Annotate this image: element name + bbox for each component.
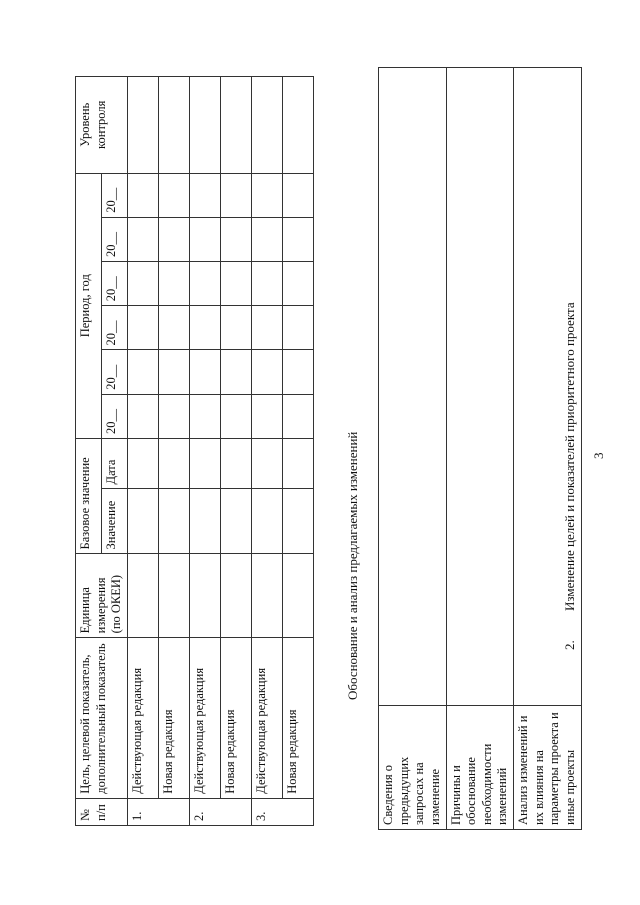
row-edition: Действующая редакция bbox=[127, 638, 158, 798]
justification-label: Сведения о предыдущих запросах на изменение bbox=[379, 706, 447, 830]
cell-year bbox=[189, 262, 220, 306]
header-unit: Единица измерения (по ОКЕИ) bbox=[76, 554, 128, 638]
cell-base-value bbox=[158, 489, 189, 554]
cell-year bbox=[251, 217, 282, 261]
cell-base-value bbox=[220, 489, 251, 554]
table-row bbox=[446, 68, 514, 830]
cell-year bbox=[282, 306, 313, 350]
row-edition: Новая редакция bbox=[158, 638, 189, 798]
cell-year bbox=[220, 394, 251, 438]
cell-year bbox=[127, 217, 158, 261]
cell-year bbox=[127, 394, 158, 438]
table-row bbox=[127, 77, 158, 826]
justification-value bbox=[446, 68, 514, 706]
cell-year bbox=[220, 217, 251, 261]
table-row bbox=[379, 68, 447, 830]
cell-year bbox=[158, 394, 189, 438]
header-year-5: 20__ bbox=[101, 217, 127, 261]
cell-control bbox=[127, 77, 158, 174]
cell-base-value bbox=[251, 489, 282, 554]
row-number: 3. bbox=[251, 798, 313, 825]
header-year-2: 20__ bbox=[101, 350, 127, 394]
row-number: 1. bbox=[127, 798, 189, 825]
row-edition: Действующая редакция bbox=[251, 638, 282, 798]
cell-base-date bbox=[158, 438, 189, 489]
header-num: № п/п bbox=[76, 798, 128, 825]
cell-control bbox=[189, 77, 220, 174]
justification-value bbox=[514, 68, 582, 706]
cell-base-date bbox=[127, 438, 158, 489]
cell-year bbox=[282, 350, 313, 394]
header-base: Базовое значение bbox=[76, 438, 102, 554]
cell-year bbox=[251, 350, 282, 394]
justification-value bbox=[379, 68, 447, 706]
cell-year bbox=[127, 173, 158, 217]
cell-year bbox=[189, 173, 220, 217]
cell-unit bbox=[251, 554, 282, 638]
header-year-4: 20__ bbox=[101, 262, 127, 306]
cell-base-date bbox=[282, 438, 313, 489]
header-year-1: 20__ bbox=[101, 394, 127, 438]
cell-year bbox=[158, 173, 189, 217]
cell-control bbox=[282, 77, 313, 174]
cell-unit bbox=[158, 554, 189, 638]
page-number: 3 bbox=[591, 452, 606, 459]
header-period: Период, год bbox=[76, 173, 102, 438]
cell-base-value bbox=[282, 489, 313, 554]
cell-year bbox=[158, 217, 189, 261]
cell-year bbox=[282, 262, 313, 306]
table-row bbox=[251, 77, 282, 826]
justification-table bbox=[378, 67, 582, 830]
cell-unit bbox=[127, 554, 158, 638]
header-base-value: Значение bbox=[101, 489, 127, 554]
cell-base-value bbox=[189, 489, 220, 554]
cell-year bbox=[189, 217, 220, 261]
goals-header-row-1 bbox=[76, 77, 102, 826]
row-number: 2. bbox=[189, 798, 251, 825]
header-year-3: 20__ bbox=[101, 306, 127, 350]
cell-year bbox=[220, 350, 251, 394]
cell-year bbox=[189, 350, 220, 394]
cell-year bbox=[189, 306, 220, 350]
cell-year bbox=[251, 306, 282, 350]
section-2-heading: Обоснование и анализ предлагаемых изменений bbox=[345, 431, 360, 700]
cell-year bbox=[251, 394, 282, 438]
cell-year bbox=[158, 350, 189, 394]
table-row bbox=[282, 77, 313, 826]
cell-year bbox=[127, 350, 158, 394]
header-year-6: 20__ bbox=[101, 173, 127, 217]
cell-year bbox=[282, 173, 313, 217]
cell-year bbox=[251, 173, 282, 217]
row-edition: Новая редакция bbox=[220, 638, 251, 798]
header-goal: Цель, целевой показатель, дополнительный показатель bbox=[76, 638, 128, 798]
row-edition: Новая редакция bbox=[282, 638, 313, 798]
goals-table bbox=[75, 76, 314, 826]
cell-control bbox=[251, 77, 282, 174]
cell-year bbox=[158, 262, 189, 306]
section-1-number: 2. bbox=[562, 640, 577, 650]
cell-base-date bbox=[220, 438, 251, 489]
table-row bbox=[514, 68, 582, 830]
cell-year bbox=[220, 306, 251, 350]
cell-year bbox=[282, 394, 313, 438]
cell-base-value bbox=[127, 489, 158, 554]
table-row bbox=[189, 77, 220, 826]
header-control: Уровень контроля bbox=[76, 77, 128, 174]
cell-year bbox=[127, 262, 158, 306]
cell-unit bbox=[220, 554, 251, 638]
table-row bbox=[220, 77, 251, 826]
cell-year bbox=[251, 262, 282, 306]
cell-year bbox=[220, 173, 251, 217]
cell-base-date bbox=[189, 438, 220, 489]
justification-label: Причины и обоснование необходимости изменений bbox=[446, 706, 514, 830]
header-base-date: Дата bbox=[101, 438, 127, 489]
cell-unit bbox=[189, 554, 220, 638]
cell-year bbox=[158, 306, 189, 350]
cell-year bbox=[220, 262, 251, 306]
cell-base-date bbox=[251, 438, 282, 489]
cell-unit bbox=[282, 554, 313, 638]
cell-year bbox=[189, 394, 220, 438]
section-1-title: Изменение целей и показателей приоритетного проекта bbox=[562, 302, 577, 611]
table-row bbox=[158, 77, 189, 826]
justification-label: Анализ изменений и их влияния на параметры проекта и иные проекты bbox=[514, 706, 582, 830]
cell-control bbox=[220, 77, 251, 174]
row-edition: Действующая редакция bbox=[189, 638, 220, 798]
cell-year bbox=[127, 306, 158, 350]
cell-control bbox=[158, 77, 189, 174]
cell-year bbox=[282, 217, 313, 261]
